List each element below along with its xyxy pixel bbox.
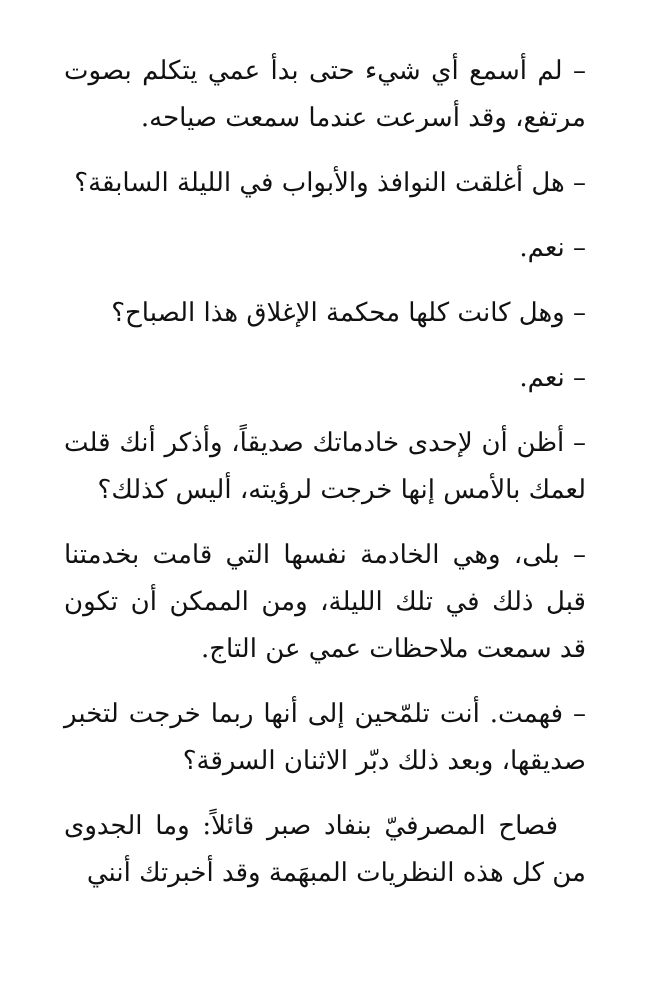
dialogue-paragraph-7: – بلى، وهي الخادمة نفسها التي قامت بخدمتنا قبل ذلك في تلك الليلة، ومن الممكن أن تكون قد سمعت ملاحظات عمي عن التاج.	[64, 540, 586, 664]
dialogue-paragraph-5: – نعم.	[519, 363, 586, 393]
dialogue-paragraph-2: – هل أغلقت النوافذ والأبواب في الليلة السابقة؟	[74, 168, 586, 198]
dialogue-paragraph-6: – أظن أن لإحدى خادماتك صديقاً، وأذكر أنك قلت لعمك بالأمس إنها خرجت لرؤيته، أليس كذلك؟	[64, 428, 586, 505]
dialogue-paragraph-4: – وهل كانت كلها محكمة الإغلاق هذا الصباح؟	[111, 298, 586, 328]
document-page	[64, 48, 586, 915]
dialogue-paragraph-3: – نعم.	[519, 233, 586, 263]
dialogue-paragraph-1: – لم أسمع أي شيء حتى بدأ عمي يتكلم بصوت مرتفع، وقد أسرعت عندما سمعت صياحه.	[64, 56, 586, 133]
dialogue-paragraph-8: – فهمت. أنت تلمّحين إلى أنها ربما خرجت لتخبر صديقها، وبعد ذلك دبّر الاثنان السرقة؟	[64, 699, 586, 776]
narration-paragraph: فصاح المصرفيّ بنفاد صبر قائلاً: وما الجدوى من كل هذه النظريات المبهَمة وقد أخبرتك أنني	[64, 811, 586, 888]
